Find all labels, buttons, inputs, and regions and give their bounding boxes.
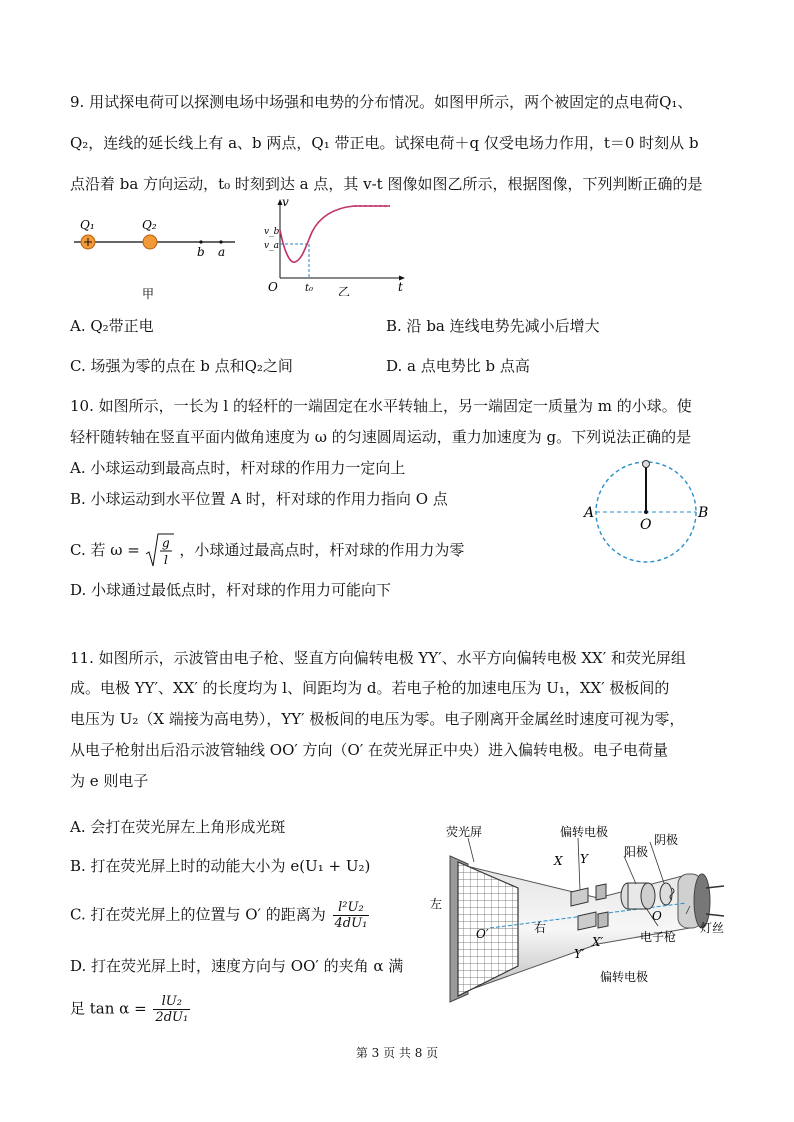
q11-option-c-prefix: C. 打在荧光屏上的位置与 O′ 的距离为 xyxy=(70,905,326,924)
q9-yi-va-label: v_a xyxy=(264,241,279,251)
q11-line5: 为 e 则电子 xyxy=(70,772,149,790)
q9-yi-t-label: t xyxy=(398,280,403,294)
q11-fig-x-label: X xyxy=(554,854,563,868)
q10-option-c-suffix: ，小球通过最高点时，杆对球的作用力为零 xyxy=(179,541,465,559)
q11-fig-yp-label: Y′ xyxy=(574,947,585,961)
q10-line2: 轻杆随转轴在竖直平面内做角速度为 ω 的匀速圆周运动，重力加速度为 g。下列说法正确的是 xyxy=(70,428,692,446)
q11-line2: 成。电极 YY′、XX′ 的长度均为 l、间距均为 d。若电子枪的加速电压为 U₁，XX′ 极板间的 xyxy=(70,679,670,697)
q11-option-c-num: l²U₂ xyxy=(333,900,370,916)
q10-figure xyxy=(580,456,720,576)
q11-fig-cathode-label: 阴极 xyxy=(654,833,679,847)
q11-option-d-prefix: 足 tan α = xyxy=(70,999,147,1018)
q10-sqrt-den: l xyxy=(163,553,168,567)
q9-yi-o-label: O xyxy=(268,280,278,294)
q9-jia-caption: 甲 xyxy=(142,287,155,301)
page-footer: 第 3 页 共 8 页 xyxy=(355,1046,439,1060)
q9-jia-q1-label: Q₁ xyxy=(80,218,95,232)
q10-option-a: A. 小球运动到最高点时，杆对球的作用力一定向上 xyxy=(70,459,406,477)
q11-fig-deflect2-label: 偏转电极 xyxy=(600,970,649,984)
q9-jia-q2-label: Q₂ xyxy=(142,218,157,232)
q11-option-c-fraction xyxy=(333,900,370,931)
q9-yi-v-label: v xyxy=(282,196,289,209)
q11-fig-filament-label: 灯丝 xyxy=(700,921,725,935)
q10-option-b: B. 小球运动到水平位置 A 时，杆对球的作用力指向 O 点 xyxy=(70,490,448,508)
q9-option-a: A. Q₂带正电 xyxy=(70,317,154,335)
q11-line1: 11. 如图所示，示波管由电子枪、竖直方向偏转电极 YY′、水平方向偏转电极 XX′ 和荧光屏组 xyxy=(70,649,686,667)
q11-option-b: B. 打在荧光屏上时的动能大小为 e(U₁ + U₂) xyxy=(70,857,371,875)
q11-option-d-fraction xyxy=(153,994,190,1025)
q11-option-d-num: lU₂ xyxy=(153,994,190,1010)
q11-option-d: D. 打在荧光屏上时，速度方向与 OO′ 的夹角 α 满 xyxy=(70,957,404,975)
q10-fig-a-label: A xyxy=(584,505,595,521)
q10-fig-o-label: O xyxy=(640,517,652,533)
q10-option-c xyxy=(70,532,464,570)
q9-line2: Q₂，连线的延长线上有 a、b 两点，Q₁ 带正电。试探电荷＋q 仅受电场力作用，t＝0 时刻从 b xyxy=(70,134,699,152)
q9-figure-jia xyxy=(70,212,245,304)
q9-option-b: B. 沿 ba 连线电势先减小后增大 xyxy=(386,317,600,335)
q9-option-d: D. a 点电势比 b 点高 xyxy=(386,357,530,375)
q11-fig-o-label: O xyxy=(652,909,662,923)
q11-option-d-den: 2dU₁ xyxy=(155,1010,189,1025)
q10-option-c-prefix: C. 若 ω = xyxy=(70,541,140,559)
q11-fig-xp-label: X′ xyxy=(592,935,604,949)
q10-fig-b-label: B xyxy=(698,505,709,521)
q9-jia-b-label: b xyxy=(197,245,205,259)
q11-option-d-cont xyxy=(70,994,192,1025)
q9-jia-a-label: a xyxy=(218,245,226,259)
q9-yi-caption: 乙 xyxy=(338,285,351,296)
q10-option-d: D. 小球通过最低点时，杆对球的作用力可能向下 xyxy=(70,581,392,599)
q11-option-c xyxy=(70,900,371,931)
q10-sqrt-formula xyxy=(145,532,175,570)
q11-fig-right-label: 右 xyxy=(534,921,547,935)
q9-option-c: C. 场强为零的点在 b 点和Q₂之间 xyxy=(70,357,293,375)
q11-fig-op-label: O′ xyxy=(476,927,489,941)
q9-yi-vb-label: v_b xyxy=(264,227,280,237)
q11-fig-deflect-label: 偏转电极 xyxy=(560,825,609,839)
q11-line4: 从电子枪射出后沿示波管轴线 OO′ 方向（O′ 在荧光屏正中央）进入偏转电极。电子电荷量 xyxy=(70,741,669,759)
q10-sqrt-num: g xyxy=(161,536,170,550)
q11-option-c-den: 4dU₁ xyxy=(334,916,368,931)
q11-fig-screen-label: 荧光屏 xyxy=(446,825,483,839)
q11-fig-left-label: 左 xyxy=(430,897,443,911)
q10-line1: 10. 如图所示，一长为 l 的轻杆的一端固定在水平转轴上，另一端固定一质量为 m 的小球。使 xyxy=(70,397,692,415)
q11-option-a: A. 会打在荧光屏左上角形成光斑 xyxy=(70,818,286,836)
q9-line1: 9. 用试探电荷可以探测电场中场强和电势的分布情况。如图甲所示，两个被固定的点电荷Q₁、 xyxy=(70,93,693,111)
q11-fig-y-label: Y xyxy=(580,852,588,866)
q11-fig-anode-label: 阳极 xyxy=(624,845,649,859)
q9-figure-yi xyxy=(262,196,412,296)
q11-fig-gun-label: 电子枪 xyxy=(640,930,677,944)
q9-yi-t0-label: t₀ xyxy=(305,283,314,294)
q9-line3: 点沿着 ba 方向运动，t₀ 时刻到达 a 点，其 v-t 图像如图乙所示，根据图像，下列判断正确的是 xyxy=(70,175,703,193)
q11-line3: 电压为 U₂（X 端接为高电势），YY′ 极板间的电压为零。电子刚离开金属丝时速度可视为零， xyxy=(70,710,685,728)
q11-figure xyxy=(428,816,728,1016)
